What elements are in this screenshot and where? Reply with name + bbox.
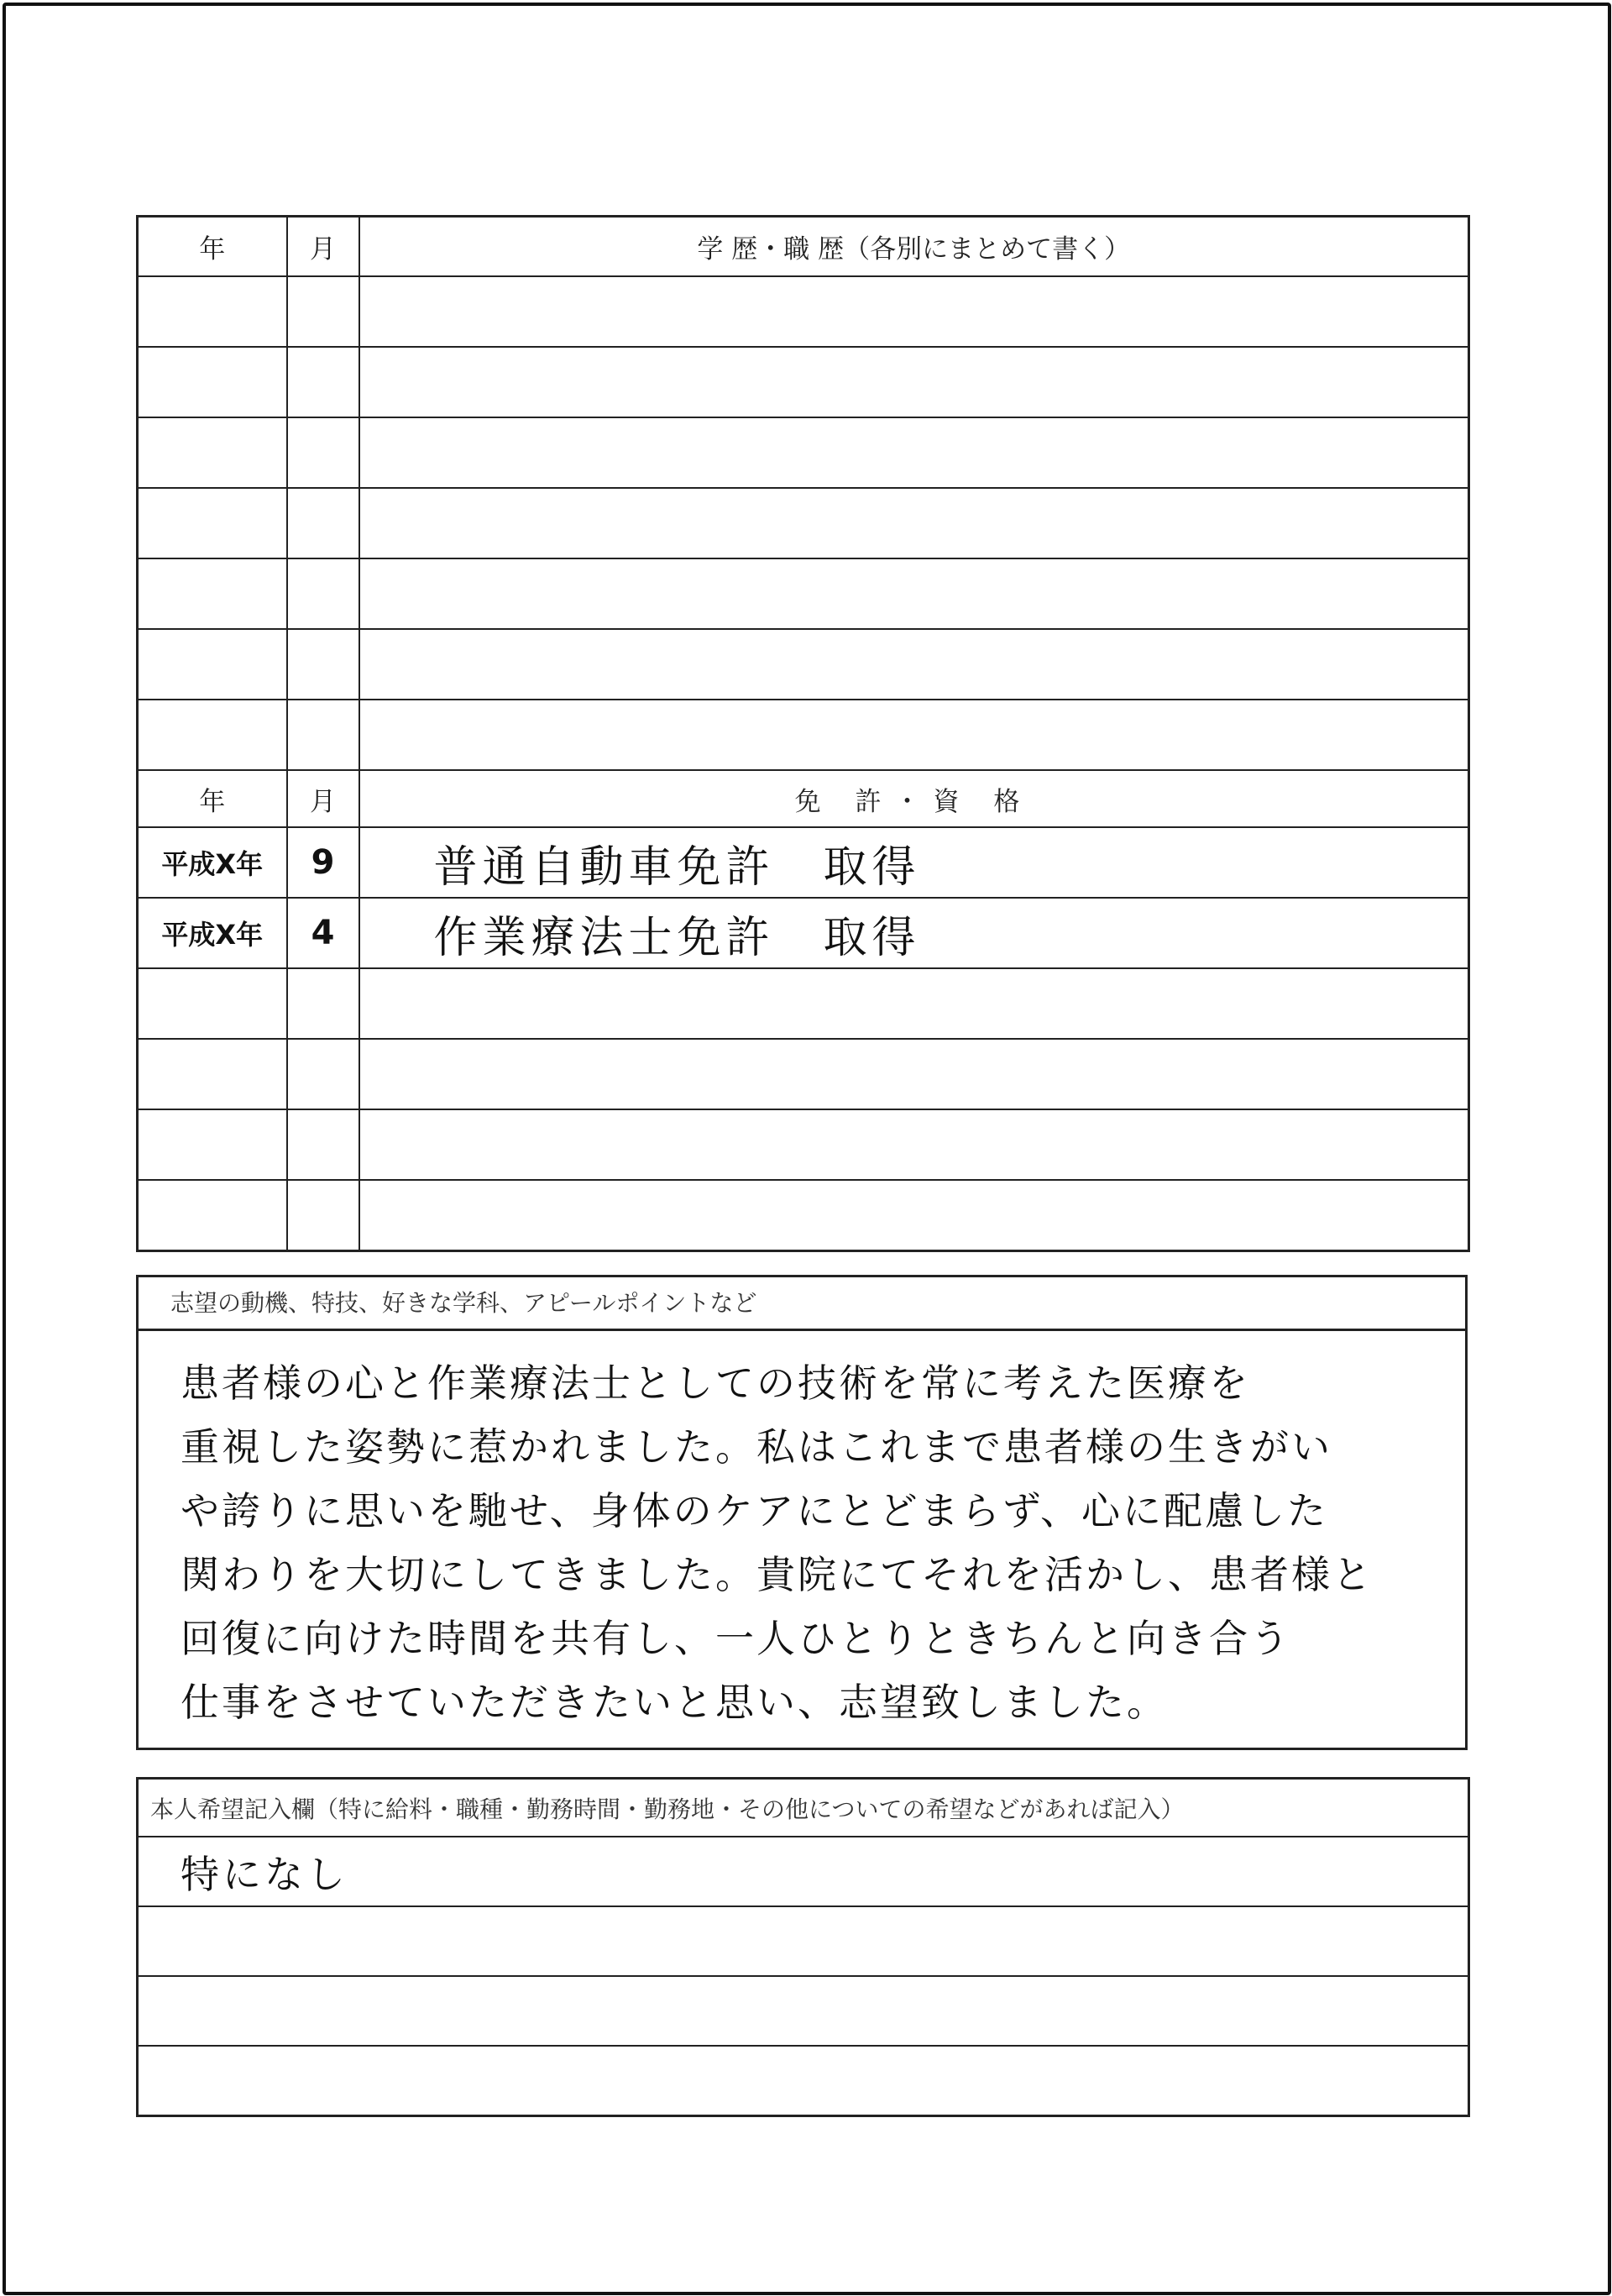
wish-header-row bbox=[138, 1779, 1469, 1837]
history-description-cell[interactable] bbox=[359, 700, 1469, 770]
history-era-cell[interactable] bbox=[138, 488, 287, 558]
license-month-cell[interactable] bbox=[287, 968, 359, 1039]
history-era-cell[interactable] bbox=[138, 558, 287, 629]
wish-row bbox=[138, 1976, 1469, 2046]
license-era-cell[interactable] bbox=[138, 968, 287, 1039]
history-era-cell[interactable] bbox=[138, 347, 287, 417]
wish-row bbox=[138, 1837, 1469, 1906]
history-month-header: 月 bbox=[287, 217, 359, 277]
history-month-cell[interactable] bbox=[287, 347, 359, 417]
license-row bbox=[138, 968, 1469, 1039]
license-era-cell[interactable]: 平成X年 bbox=[138, 898, 287, 968]
wish-header: 本人希望記入欄（特に給料・職種・勤務時間・勤務地・その他についての希望などがあれば記入） bbox=[138, 1779, 1469, 1837]
license-description-cell[interactable] bbox=[359, 1039, 1469, 1109]
history-row bbox=[138, 558, 1469, 629]
history-era-cell[interactable] bbox=[138, 417, 287, 488]
history-description-cell[interactable] bbox=[359, 417, 1469, 488]
history-month-cell[interactable] bbox=[287, 700, 359, 770]
history-month-cell[interactable] bbox=[287, 276, 359, 347]
motivation-line: 関わりを大切にしてきました。貴院にてそれを活かし、患者様と bbox=[181, 1552, 1374, 1597]
license-era-cell[interactable]: 平成X年 bbox=[138, 827, 287, 898]
motivation-text-area[interactable] bbox=[139, 1331, 1465, 1734]
history-month-cell[interactable] bbox=[287, 488, 359, 558]
license-header-row bbox=[138, 770, 1469, 827]
history-row bbox=[138, 488, 1469, 558]
license-row bbox=[138, 1109, 1469, 1180]
wish-line[interactable]: 特になし bbox=[138, 1837, 1469, 1906]
history-row bbox=[138, 417, 1469, 488]
history-era-cell[interactable] bbox=[138, 629, 287, 700]
history-license-table bbox=[136, 215, 1470, 1252]
motivation-header: 志望の動機、特技、好きな学科、アピールポイントなど bbox=[139, 1277, 1465, 1331]
motivation-line: 仕事をさせていただきたいと思い、志望致しました。 bbox=[181, 1680, 1168, 1725]
history-header-row bbox=[138, 217, 1469, 277]
license-description-cell[interactable] bbox=[359, 1180, 1469, 1251]
license-month-cell[interactable] bbox=[287, 1109, 359, 1180]
history-row bbox=[138, 629, 1469, 700]
license-month-cell[interactable]: 4 bbox=[287, 898, 359, 968]
wish-row bbox=[138, 2046, 1469, 2116]
license-description-cell[interactable] bbox=[359, 968, 1469, 1039]
wish-line[interactable] bbox=[138, 1906, 1469, 1976]
license-row bbox=[138, 1180, 1469, 1251]
history-month-cell[interactable] bbox=[287, 417, 359, 488]
motivation-line: や誇りに思いを馳せ、身体のケアにとどまらず、心に配慮した bbox=[181, 1488, 1328, 1533]
license-month-cell[interactable]: 9 bbox=[287, 827, 359, 898]
license-era-cell[interactable] bbox=[138, 1180, 287, 1251]
license-year-header: 年 bbox=[138, 770, 287, 827]
history-description-cell[interactable] bbox=[359, 629, 1469, 700]
history-row bbox=[138, 276, 1469, 347]
license-month-cell[interactable] bbox=[287, 1180, 359, 1251]
license-row bbox=[138, 827, 1469, 898]
history-description-cell[interactable] bbox=[359, 558, 1469, 629]
history-month-cell[interactable] bbox=[287, 558, 359, 629]
history-title-header: 学 歴・職 歴（各別にまとめて書く） bbox=[359, 217, 1469, 277]
motivation-box bbox=[136, 1275, 1468, 1750]
history-description-cell[interactable] bbox=[359, 488, 1469, 558]
history-era-cell[interactable] bbox=[138, 700, 287, 770]
license-description-cell[interactable]: 普通自動車免許 取得 bbox=[359, 827, 1469, 898]
license-description-cell[interactable]: 作業療法士免許 取得 bbox=[359, 898, 1469, 968]
wish-line[interactable] bbox=[138, 2046, 1469, 2116]
license-row bbox=[138, 1039, 1469, 1109]
wish-line[interactable] bbox=[138, 1976, 1469, 2046]
motivation-line: 患者様の心と作業療法士としての技術を常に考えた医療を bbox=[181, 1360, 1250, 1406]
personal-wish-table bbox=[136, 1777, 1470, 2117]
motivation-line: 重視した姿勢に惹かれました。私はこれまで患者様の生きがい bbox=[181, 1424, 1332, 1470]
motivation-line: 回復に向けた時間を共有し、一人ひとりときちんと向き合う bbox=[181, 1616, 1291, 1661]
history-month-cell[interactable] bbox=[287, 629, 359, 700]
history-row bbox=[138, 347, 1469, 417]
license-row bbox=[138, 898, 1469, 968]
history-era-cell[interactable] bbox=[138, 276, 287, 347]
history-year-header: 年 bbox=[138, 217, 287, 277]
license-description-cell[interactable] bbox=[359, 1109, 1469, 1180]
history-row bbox=[138, 700, 1469, 770]
history-description-cell[interactable] bbox=[359, 347, 1469, 417]
history-description-cell[interactable] bbox=[359, 276, 1469, 347]
license-month-header: 月 bbox=[287, 770, 359, 827]
license-era-cell[interactable] bbox=[138, 1109, 287, 1180]
wish-row bbox=[138, 1906, 1469, 1976]
license-title-header: 免 許・資 格 bbox=[359, 770, 1469, 827]
license-month-cell[interactable] bbox=[287, 1039, 359, 1109]
license-era-cell[interactable] bbox=[138, 1039, 287, 1109]
